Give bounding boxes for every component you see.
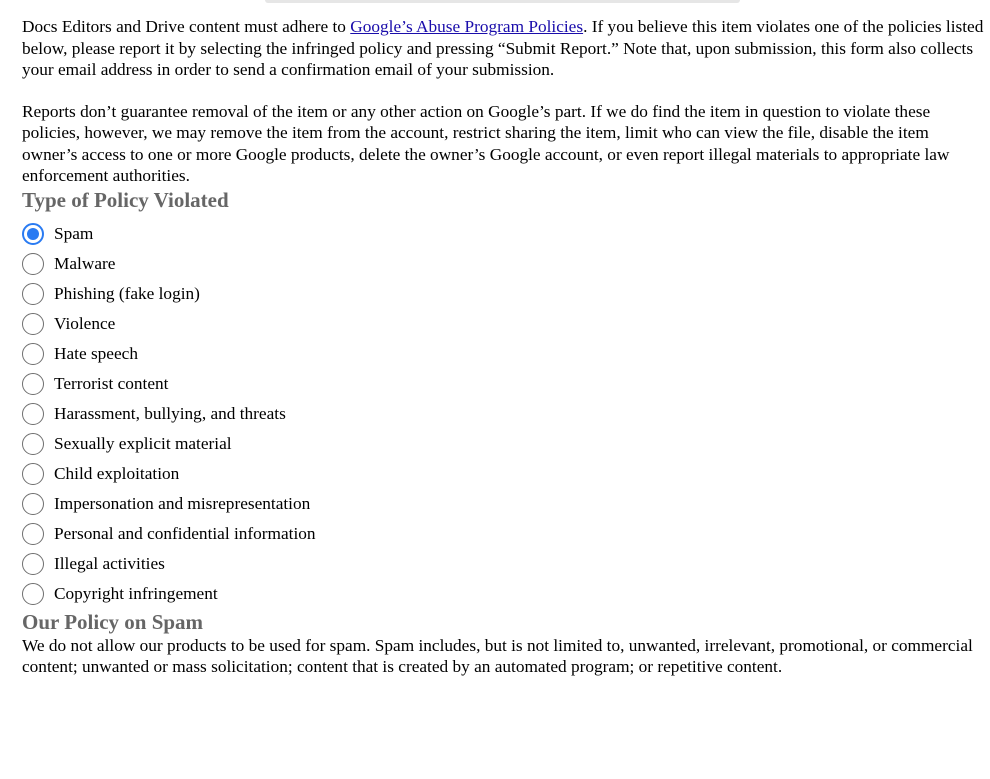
policy-option-label[interactable]: Terrorist content (54, 373, 169, 393)
radio-button[interactable] (22, 553, 44, 575)
intro-paragraph-2: Reports don’t guarantee removal of the item or any other action on Google’s part. If we do find the item in question to violate these policies, however, we may remove the item from the account, restrict sharing the item, limit who can view the file, disable the item owner’s access to one or more Google products, delete the owner’s Google account, or even report illegal materials to appropriate law enforcement authorities. (22, 101, 950, 185)
policy-option-malware[interactable] (22, 249, 984, 279)
policy-option-phishing-fake-login[interactable] (22, 279, 984, 309)
radio-button[interactable] (22, 343, 44, 365)
policy-option-label[interactable]: Malware (54, 253, 116, 273)
policy-option-illegal-activities[interactable] (22, 549, 984, 579)
policy-option-label[interactable]: Phishing (fake login) (54, 283, 200, 303)
intro-text-end: . If you believe this item violates one of the policies listed below, please report it by selecting the infringed policy and pressing “Submit Report.” Note that, upon submission, this form also collects your email address in order to send a confirmation email of your submission. (22, 17, 984, 79)
intro-paragraph-1 (22, 16, 984, 81)
policy-option-spam[interactable] (22, 219, 984, 249)
radio-button[interactable] (22, 493, 44, 515)
policy-option-label[interactable]: Harassment, bullying, and threats (54, 403, 286, 423)
policy-option-label[interactable]: Illegal activities (54, 553, 165, 573)
policy-option-violence[interactable] (22, 309, 984, 339)
policy-option-hate-speech[interactable] (22, 339, 984, 369)
radio-button[interactable] (22, 283, 44, 305)
policy-option-label[interactable]: Child exploitation (54, 463, 180, 483)
radio-button[interactable] (22, 463, 44, 485)
policy-option-terrorist-content[interactable] (22, 369, 984, 399)
policy-radio-group (22, 219, 984, 609)
policy-option-label[interactable]: Copyright infringement (54, 583, 218, 603)
policy-option-label[interactable]: Hate speech (54, 343, 138, 363)
radio-button[interactable] (22, 313, 44, 335)
radio-button[interactable] (22, 433, 44, 455)
radio-button[interactable] (22, 373, 44, 395)
policy-option-label[interactable]: Violence (54, 313, 116, 333)
policy-option-child-exploitation[interactable] (22, 459, 984, 489)
policy-option-impersonation-and-misrepresentation[interactable] (22, 489, 984, 519)
radio-button[interactable] (22, 253, 44, 275)
policy-option-label[interactable]: Personal and confidential information (54, 523, 316, 543)
policy-detail-heading: Our Policy on Spam (22, 609, 204, 634)
abuse-policies-link[interactable]: Google’s Abuse Program Policies (350, 17, 584, 36)
radio-button[interactable] (22, 523, 44, 545)
policy-option-harassment-bullying-and-threats[interactable] (22, 399, 984, 429)
radio-button[interactable] (22, 223, 44, 245)
policy-type-heading: Type of Policy Violated (22, 187, 229, 212)
report-form (22, 16, 984, 678)
policy-option-label[interactable]: Sexually explicit material (54, 433, 232, 453)
policy-option-personal-and-confidential-information[interactable] (22, 519, 984, 549)
radio-button[interactable] (22, 583, 44, 605)
policy-detail-text: We do not allow our products to be used for spam. Spam includes, but is not limited to, unwanted, irrelevant, promotional, or commercial content; unwanted or mass solicitation; content that is created by an automated program; or repetitive content. (22, 635, 973, 676)
radio-button[interactable] (22, 403, 44, 425)
policy-option-label[interactable]: Spam (54, 223, 94, 243)
top-scroll-edge (265, 0, 740, 3)
policy-option-label[interactable]: Impersonation and misrepresentation (54, 493, 311, 513)
policy-option-copyright-infringement[interactable] (22, 579, 984, 609)
policy-option-sexually-explicit-material[interactable] (22, 429, 984, 459)
intro-text-start: Docs Editors and Drive content must adhere to (22, 17, 351, 36)
